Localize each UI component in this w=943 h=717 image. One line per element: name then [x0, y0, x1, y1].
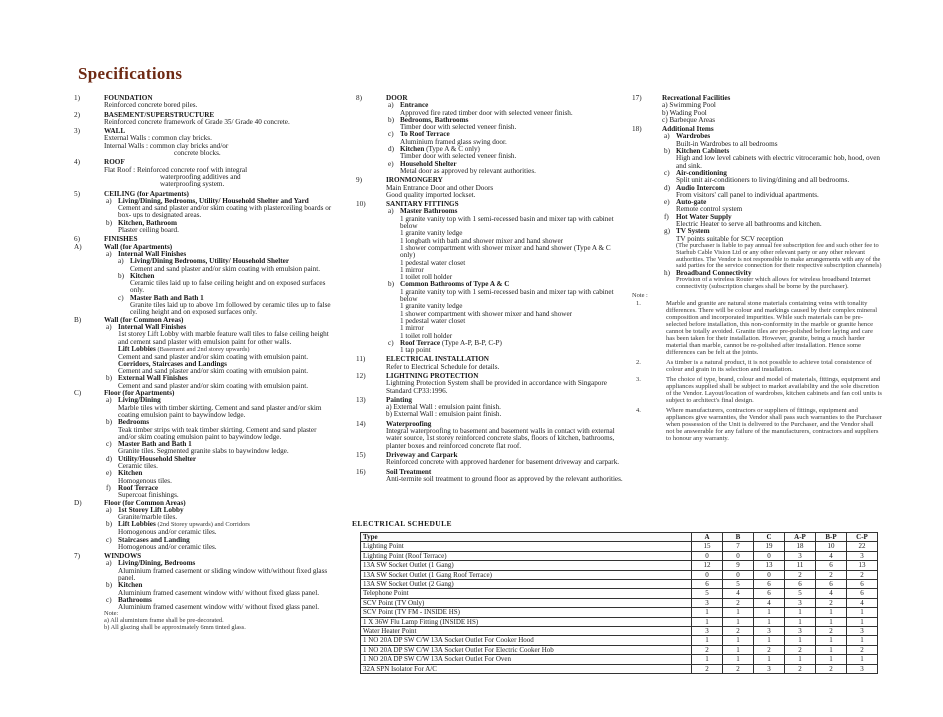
value-cell: 3	[785, 598, 816, 607]
value-cell: 2	[816, 627, 847, 636]
value-cell: 3	[692, 627, 723, 636]
section-additional: 18) Additional Items a) Wardrobes Built-in Wardrobes to all bedrooms b) Kitchen Cabinets High and low level cabinets with electric vitroceramic hob, hood, oven and sink. c) Air-conditioning Split unit air-conditioners to living/dining and all bedrooms. d) Audio Intercom From visitors' call panel to individual apartments. e) Auto-gate Remote control system f) Hot Water Supply Electric Heater to serve all bathrooms and kitchen. g) TV System TV points suitable for SCV reception (The purchaser is liable to pay annual fee subscription fee and such other fee to Starhub Cable Vision Ltd or any other relevant party or any other relevant authorities. The Vendor is not responsible to make arrangements with any of the said parties for the service connection for their respective subscription channels) h) Broadband Connectivity Provision of a wireless Router which allows for wireless broadband Internet connectivity (subscription charges shall be borne by the purchaser).	[632, 125, 882, 291]
value-cell: 3	[847, 627, 878, 636]
type-cell: 13A SW Socket Outlet (1 Gang)	[361, 561, 692, 570]
value-cell: 2	[816, 664, 847, 673]
section-soil: 16) Soil Treatment Anti-termite soil treatment to ground floor as approved by the relevant authorities.	[356, 467, 623, 483]
type-cell: Telephone Point	[361, 589, 692, 598]
value-cell: 3	[785, 627, 816, 636]
value-cell: 1	[692, 655, 723, 664]
value-cell: 3	[847, 664, 878, 673]
type-cell: Water Heater Point	[361, 627, 692, 636]
value-cell: 2	[785, 570, 816, 579]
section-ironmongery: 9) IRONMONGERY Main Entrance Door and other Doors Good quality imported lockset.	[356, 176, 494, 199]
value-cell: 1	[754, 655, 785, 664]
type-cell: 1 NO 20A DP SW C/W 13A Socket Outlet For Electric Cooker Hob	[361, 645, 692, 654]
value-cell: 1	[785, 636, 816, 645]
value-cell: 1	[785, 608, 816, 617]
value-cell: 6	[816, 561, 847, 570]
value-cell: 3	[692, 598, 723, 607]
value-cell: 1	[847, 655, 878, 664]
value-cell: 1	[723, 636, 754, 645]
value-cell: 1	[816, 636, 847, 645]
table-row	[361, 627, 878, 636]
value-cell: 2	[723, 627, 754, 636]
type-cell: 32A SPN Isolator For A/C	[361, 664, 692, 673]
type-cell: SCV Point (TV FM - INSIDE HS)	[361, 608, 692, 617]
value-cell: 4	[816, 589, 847, 598]
value-cell: 3	[847, 551, 878, 560]
value-cell: 6	[754, 589, 785, 598]
value-cell: 2	[847, 570, 878, 579]
value-cell: 6	[692, 580, 723, 589]
value-cell: 1	[723, 617, 754, 626]
value-cell: 0	[692, 570, 723, 579]
table-row	[361, 655, 878, 664]
value-cell: 1	[723, 655, 754, 664]
table-row	[361, 542, 878, 551]
value-cell: 10	[816, 542, 847, 551]
value-cell: 1	[723, 608, 754, 617]
value-cell: 3	[754, 664, 785, 673]
table-row	[361, 664, 878, 673]
value-cell: 1	[816, 655, 847, 664]
value-cell: 15	[692, 542, 723, 551]
value-cell: 2	[816, 570, 847, 579]
value-cell: 2	[754, 645, 785, 654]
page-title: Specifications	[78, 64, 183, 83]
value-cell: 4	[847, 598, 878, 607]
value-cell: 1	[754, 617, 785, 626]
value-cell: 1	[692, 608, 723, 617]
section-electrical: 11) ELECTRICAL INSTALLATION Refer to Electrical Schedule for details.	[356, 355, 500, 371]
value-cell: 9	[723, 561, 754, 570]
value-cell: 1	[785, 655, 816, 664]
note-item: 1. Marble and granite are natural stone materials containing veins with tonality differences. There will be colour and markings caused by their complex mineral composition and incorporated impurities. While such materials can be pre-selected before installation, this non-conformity in the marble or granite hence cannot be totally avoided. Granite tiles are pre-polished before laying and care has been taken for their installation. However, granite, being a much harder material than marble, cannot be re-polished after installation. Hence some differences can be felt at the joints.	[636, 299, 878, 356]
value-cell: 0	[723, 551, 754, 560]
section-door: 8) DOOR a) Entrance Approved fire rated timber door with selected veneer finish. b) Bedrooms, Bathrooms Timber door with selected veneer finish. c) To Roof Terrace Aluminium framed glass swing door. d) Kitchen (Type A & C only) Timber door with selected veneer finish. e) Household Shelter Metal door as approved by relevant authorities.	[356, 94, 573, 175]
section-lightning: 12) LIGHTNING PROTECTION Lightning Protection System shall be provided in accordance with Singapore Standard CP33:1996.	[356, 371, 607, 395]
value-cell: 2	[785, 645, 816, 654]
value-cell: 3	[754, 627, 785, 636]
table-header-row: Type A B C A-P B-P C-P	[361, 533, 878, 542]
value-cell: 0	[692, 551, 723, 560]
value-cell: 2	[816, 598, 847, 607]
type-cell: 1 NO 20A DP SW C/W 13A Socket Outlet For Oven	[361, 655, 692, 664]
value-cell: 2	[723, 598, 754, 607]
type-cell: 1 X 36W Flu Lamp Fitting (INSIDE HS)	[361, 617, 692, 626]
value-cell: 1	[692, 636, 723, 645]
spec-column-2	[356, 95, 626, 485]
note-item: 3. The choice of type, brand, colour and model of materials, fittings, equipment and appliances supplied shall be subject to market availability and the sole discretion of the Vendor. Layout/location of wardrobes, kitchen cabinets and fan coil units is subject to architect's final design.	[636, 375, 882, 404]
value-cell: 1	[754, 608, 785, 617]
electrical-schedule-title: ELECTRICAL SCHEDULE	[352, 519, 452, 528]
table-row	[361, 561, 878, 570]
value-cell: 2	[785, 664, 816, 673]
section-waterproofing: 14) Waterproofing Integral waterproofing to basement and basement walls in contact with external water source, 1st storey reinforced concrete slabs, floors of kitchen, bathrooms, planter boxes and reinforced concrete flat roof.	[356, 419, 615, 450]
table-row	[361, 580, 878, 589]
value-cell: 11	[785, 561, 816, 570]
value-cell: 2	[847, 645, 878, 654]
value-cell: 3	[785, 551, 816, 560]
section-painting: 13) Painting a) External Wall : emulsion paint finish. b) External Wall : emulsion paint finish.	[356, 395, 502, 419]
section-roof: 4) ROOF Flat Roof : Reinforced concrete roof with integral waterproofing additives and waterproofing system.	[74, 158, 248, 189]
section-basement: 2) BASEMENT/SUPERSTRUCTURE Reinforced concrete framework of Grade 35/ Grade 40 concrete.	[74, 110, 290, 126]
note-item: 2. As timber is a natural product, it is not possible to achieve total consistence of colour and grain in its selection and installation.	[636, 358, 873, 373]
section-driveway: 15) Driveway and Carpark Reinforced concrete with approved hardener for basement driveway and carpark.	[356, 450, 620, 467]
value-cell: 13	[754, 561, 785, 570]
value-cell: 6	[785, 580, 816, 589]
table-row	[361, 589, 878, 598]
section-recreational: 17) Recreational Facilities a) Swimming Pool b) Wading Pool c) Barbeque Areas	[632, 94, 731, 124]
value-cell: 2	[723, 664, 754, 673]
electrical-schedule-table	[360, 532, 878, 674]
value-cell: 18	[785, 542, 816, 551]
value-cell: 5	[692, 589, 723, 598]
section-windows: 7) WINDOWS a) Living/Dining, Bedrooms Aluminium framed casement or sliding window with/without fixed glass panel. b) Kitchen Aluminium framed casement window with/ without fixed glass panel. c) Bathrooms Aluminium framed casement window with/ without fixed glass panel. Note: a) All aluminium frame shall be pre-decorated. b) All glazing shall be approximately 6mm tinted glass.	[74, 552, 328, 632]
value-cell: 2	[692, 664, 723, 673]
value-cell: 4	[723, 589, 754, 598]
value-cell: 4	[816, 551, 847, 560]
value-cell: 1	[816, 608, 847, 617]
value-cell: 4	[754, 598, 785, 607]
value-cell: 1	[847, 617, 878, 626]
value-cell: 22	[847, 542, 878, 551]
value-cell: 12	[692, 561, 723, 570]
value-cell: 1	[816, 617, 847, 626]
spec-column-3	[632, 95, 882, 445]
value-cell: 5	[785, 589, 816, 598]
table-row	[361, 608, 878, 617]
section-wall: 3) WALL External Walls : common clay bricks. Internal Walls : common clay bricks and/or concrete blocks.	[74, 127, 229, 158]
value-cell: 1	[847, 636, 878, 645]
value-cell: 19	[754, 542, 785, 551]
value-cell: 13	[847, 561, 878, 570]
value-cell: 1	[847, 608, 878, 617]
type-cell: 1 NO 20A DP SW C/W 13A Socket Outlet For Cooker Hood	[361, 636, 692, 645]
value-cell: 6	[847, 589, 878, 598]
notes: Note : 1. Marble and granite are natural stone materials containing veins with tonality differences. There will be colour and markings caused by their complex mineral composition and incorporated impurities. While such materials can be pre-selected before installation, this non-conformity in the marble or granite hence cannot be totally avoided. Granite tiles are pre-polished before laying and care has been taken for their installation. However, granite, being a much harder material than marble, cannot be re-polished after installation. Hence some differences can be felt at the joints. 2. As timber is a natural product, it is not possible to achieve total consistence of colour and grain in its selection and installation. 3. The choice of type, brand, colour and model of materials, fittings, equipment and appliances supplied shall be subject to market availability and the sole discretion of the Vendor. Layout/location of wardrobes, kitchen cabinets and fan coil units is subject to architect's final design. 4. Where manufacturers, contractors or suppliers of fittings, equipment and appliances give warranties, the Vendor shall pass such warranties to the Purchaser when possession of the Unit is delivered to the Purchaser, and the Vendor shall not be answerable for any failure of the manufacturers, contractors and suppliers to honour any warranty.	[632, 292, 882, 442]
value-cell: 1	[754, 636, 785, 645]
value-cell: 6	[847, 580, 878, 589]
value-cell: 5	[723, 580, 754, 589]
value-cell: 0	[723, 570, 754, 579]
table-row	[361, 617, 878, 626]
value-cell: 0	[754, 570, 785, 579]
note-item: 4. Where manufacturers, contractors or suppliers of fittings, equipment and appliances give warranties, the Vendor shall pass such warranties to the Purchaser when possession of the Unit is delivered to the Purchaser, and the Vendor shall not be answerable for any failure of the manufacturers, contractors and suppliers to honour any warranty.	[636, 406, 882, 442]
value-cell: 7	[723, 542, 754, 551]
table-row	[361, 645, 878, 654]
type-cell: Lighting Point (Roof Terrace)	[361, 551, 692, 560]
section-finishes: 6) FINISHES A) Wall (for Apartments) a) Internal Wall Finishes a) Living/Dining Bedrooms, Utility/ Household Shelter Cement and sand plaster and/or skim coating with emulsion paint. b) Kitchen Ceramic tiles laid up to false ceiling height and on exposed surfaces only. c) Master Bath and Bath 1 Granite tiles laid up to above 1m followed by ceramic tiles up to false ceiling height and on exposed surfaces only. B) Wall (for Common Areas) a) Internal Wall Finishes 1st storey Lift Lobby with marble feature wall tiles to false ceiling height and cement sand plaster with emulsion paint for other walls. Lift Lobbies (Basement and 2nd storey upwards) Cement and sand plaster and/or skim coating with emulsion paint. Corridors, Staircases and Landings Cement and sand plaster and/or skim coating with emulsion paint. b) External Wall Finishes Cement and sand plaster and/or skim coating with emulsion paint. C) Floor (for Apartments) a) Living/Dining Marble tiles with timber skirting. Cement and sand plaster and/or skim coating emulsion paint to baywindow ledge. b) Bedrooms Teak timber strips with teak timber skirting. Cement and sand plaster and/or skim coating emulsion paint to baywindow ledge. c) Master Bath and Bath 1 Granite tiles. Segmented granite slabs to baywindow ledge. d) Utility/Household Shelter Ceramic tiles. e) Kitchen Homogenous tiles. f) Roof Terrace Supercoat finishings. D) Floor (for Common Areas) a) 1st Storey Lift Lobby Granite/marble tiles. b) Lift Lobbies (2nd Storey upwards) and Corridors Homogenous and/or ceramic tiles. c) Staircases and Landing Homogenous and/or ceramic tiles.	[74, 235, 331, 551]
value-cell: 1	[785, 617, 816, 626]
type-cell: Lighting Point	[361, 542, 692, 551]
value-cell: 1	[816, 645, 847, 654]
table-row	[361, 570, 878, 579]
type-cell: 13A SW Socket Outlet (2 Gang)	[361, 580, 692, 589]
value-cell: 0	[754, 551, 785, 560]
type-cell: 13A SW Socket Outlet (1 Gang Roof Terrace)	[361, 570, 692, 579]
table-row	[361, 636, 878, 645]
value-cell: 6	[816, 580, 847, 589]
spec-column-1	[74, 95, 332, 634]
section-ceiling: 5) CEILING (for Apartments) a) Living/Dining, Bedrooms, Utility/ Household Shelter and Yard Cement and sand plaster and/or skim coating with plasterceiling boards or box- ups to designated areas. b) Kitchen, Bathroom Plaster ceiling board.	[74, 189, 332, 235]
type-cell: SCV Point (TV Only)	[361, 598, 692, 607]
table-row	[361, 598, 878, 607]
section-foundation: 1) FOUNDATION Reinforced concrete bored piles.	[74, 94, 198, 110]
value-cell: 2	[692, 645, 723, 654]
value-cell: 1	[723, 645, 754, 654]
value-cell: 6	[754, 580, 785, 589]
section-sanitary: 10) SANITARY FITTINGS a) Master Bathrooms 1 granite vanity top with 1 semi-recessed basin and mixer tap with cabinet below 1 granite vanity ledge 1 longbath with bath and shower mixer and hand shower 1 shower compartment with shower mixer and hand shower (Type A & C only) 1 pedestal water closet 1 mirror 1 toilet roll holder b) Common Bathrooms of Type A & C 1 granite vanity top with 1 semi-recessed basin and mixer tap with cabinet below 1 granite vanity ledge 1 shower compartment with shower mixer and hand shower 1 pedestal water closet 1 mirror 1 toilet roll holder c) Roof Terrace (Type A-P, B-P, C-P) 1 tap point	[356, 200, 614, 355]
value-cell: 1	[692, 617, 723, 626]
table-row	[361, 551, 878, 560]
